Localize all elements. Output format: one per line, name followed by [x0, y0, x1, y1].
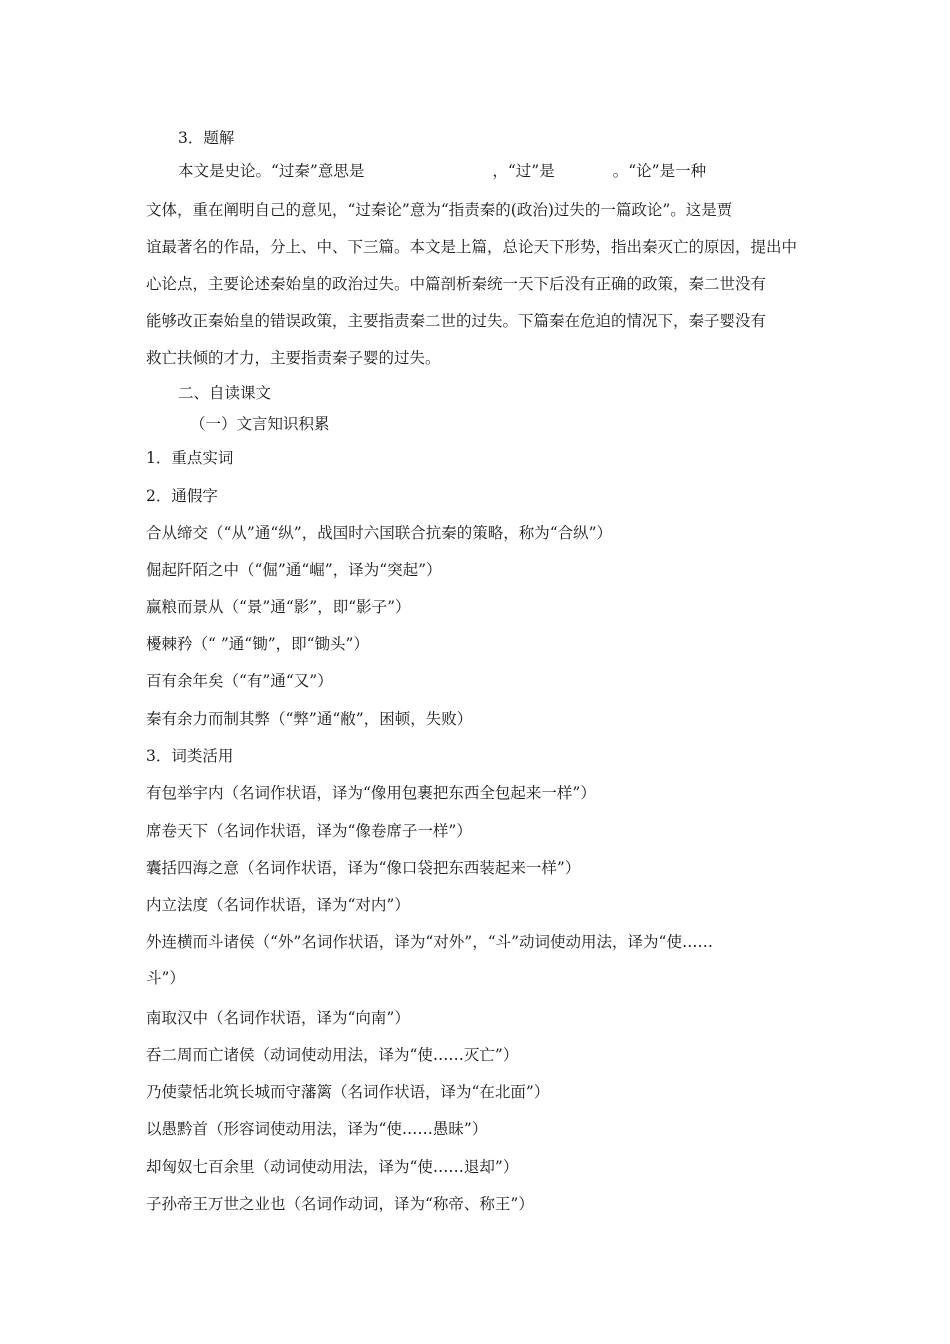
item-3-heading: 3．词类活用 — [146, 747, 234, 765]
tongjia-item: 百有余年矣（“有”通“又”） — [146, 672, 333, 690]
item-2-heading: 2．通假字 — [146, 487, 218, 505]
cilei-item: 席卷天下（名词作状语，译为“像卷席子一样”） — [146, 822, 472, 840]
tongjia-item: 櫌棘矜（“ ”通“锄”，即“锄头”） — [146, 635, 369, 653]
intro-line-5: 能够改正秦始皇的错误政策，主要指责秦二世的过失。下篇秦在危迫的情况下，秦子婴没有 — [146, 312, 767, 330]
intro-line-3: 谊最著名的作品，分上、中、下三篇。本文是上篇，总论天下形势，指出秦灭亡的原因，提出中 — [146, 238, 798, 256]
heading-tijie: 3．题解 — [178, 129, 235, 147]
intro-part-1: 本文是史论。“过秦”意思是 — [178, 162, 365, 180]
cilei-item: 外连横而斗诸侯（“外”名词作状语，译为“对外”，“斗”动词使动用法，译为“使…… — [146, 933, 713, 951]
intro-part-2: ，“过”是 — [492, 162, 555, 180]
intro-line-2: 文体，重在阐明自己的意见，“过秦论”意为“指责秦的(政治)过失的一篇政论”。这是贾 — [146, 201, 733, 219]
tongjia-item: 合从缔交（“从”通“纵”，战国时六国联合抗秦的策略，称为“合纵”） — [146, 524, 613, 542]
subsection-one-heading: （一）文言知识积累 — [190, 415, 330, 433]
tongjia-item: 倔起阡陌之中（“倔”通“崛”，译为“突起”） — [146, 561, 442, 579]
intro-line-6: 救亡扶倾的才力，主要指责秦子婴的过失。 — [146, 349, 441, 367]
cilei-item: 却匈奴七百余里（动词使动用法，译为“使……退却”） — [146, 1158, 519, 1176]
cilei-item: 内立法度（名词作状语，译为“对内”） — [146, 896, 410, 914]
tongjia-item: 秦有余力而制其弊（“弊”通“敝”，困顿，失败） — [146, 710, 473, 728]
cilei-item: 南取汉中（名词作状语，译为“向南”） — [146, 1009, 410, 1027]
item-1-heading: 1．重点实词 — [146, 449, 234, 467]
cilei-item: 以愚黔首（形容词使动用法，译为“使……愚昧”） — [146, 1120, 488, 1138]
cilei-item: 有包举宇内（名词作状语，译为“像用包裹把东西全包起来一样”） — [146, 784, 596, 802]
cilei-item: 吞二周而亡诸侯（动词使动用法，译为“使……灭亡”） — [146, 1046, 519, 1064]
section-two-heading: 二、自读课文 — [178, 384, 272, 402]
intro-part-3: 。“论”是一种 — [612, 162, 707, 180]
tongjia-item: 赢粮而景从（“景”通“影”，即“影子”） — [146, 598, 411, 616]
cilei-item: 乃使蒙恬北筑长城而守藩篱（名词作状语，译为“在北面”） — [146, 1083, 550, 1101]
cilei-item: 子孙帝王万世之业也（名词作动词，译为“称帝、称王”） — [146, 1195, 534, 1213]
cilei-item: 囊括四海之意（名词作状语，译为“像口袋把东西装起来一样”） — [146, 859, 581, 877]
intro-first-line — [178, 161, 706, 181]
intro-line-4: 心论点，主要论述秦始皇的政治过失。中篇剖析秦统一天下后没有正确的政策，秦二世没有 — [146, 275, 767, 293]
cilei-item-continued: 斗”） — [146, 969, 185, 987]
